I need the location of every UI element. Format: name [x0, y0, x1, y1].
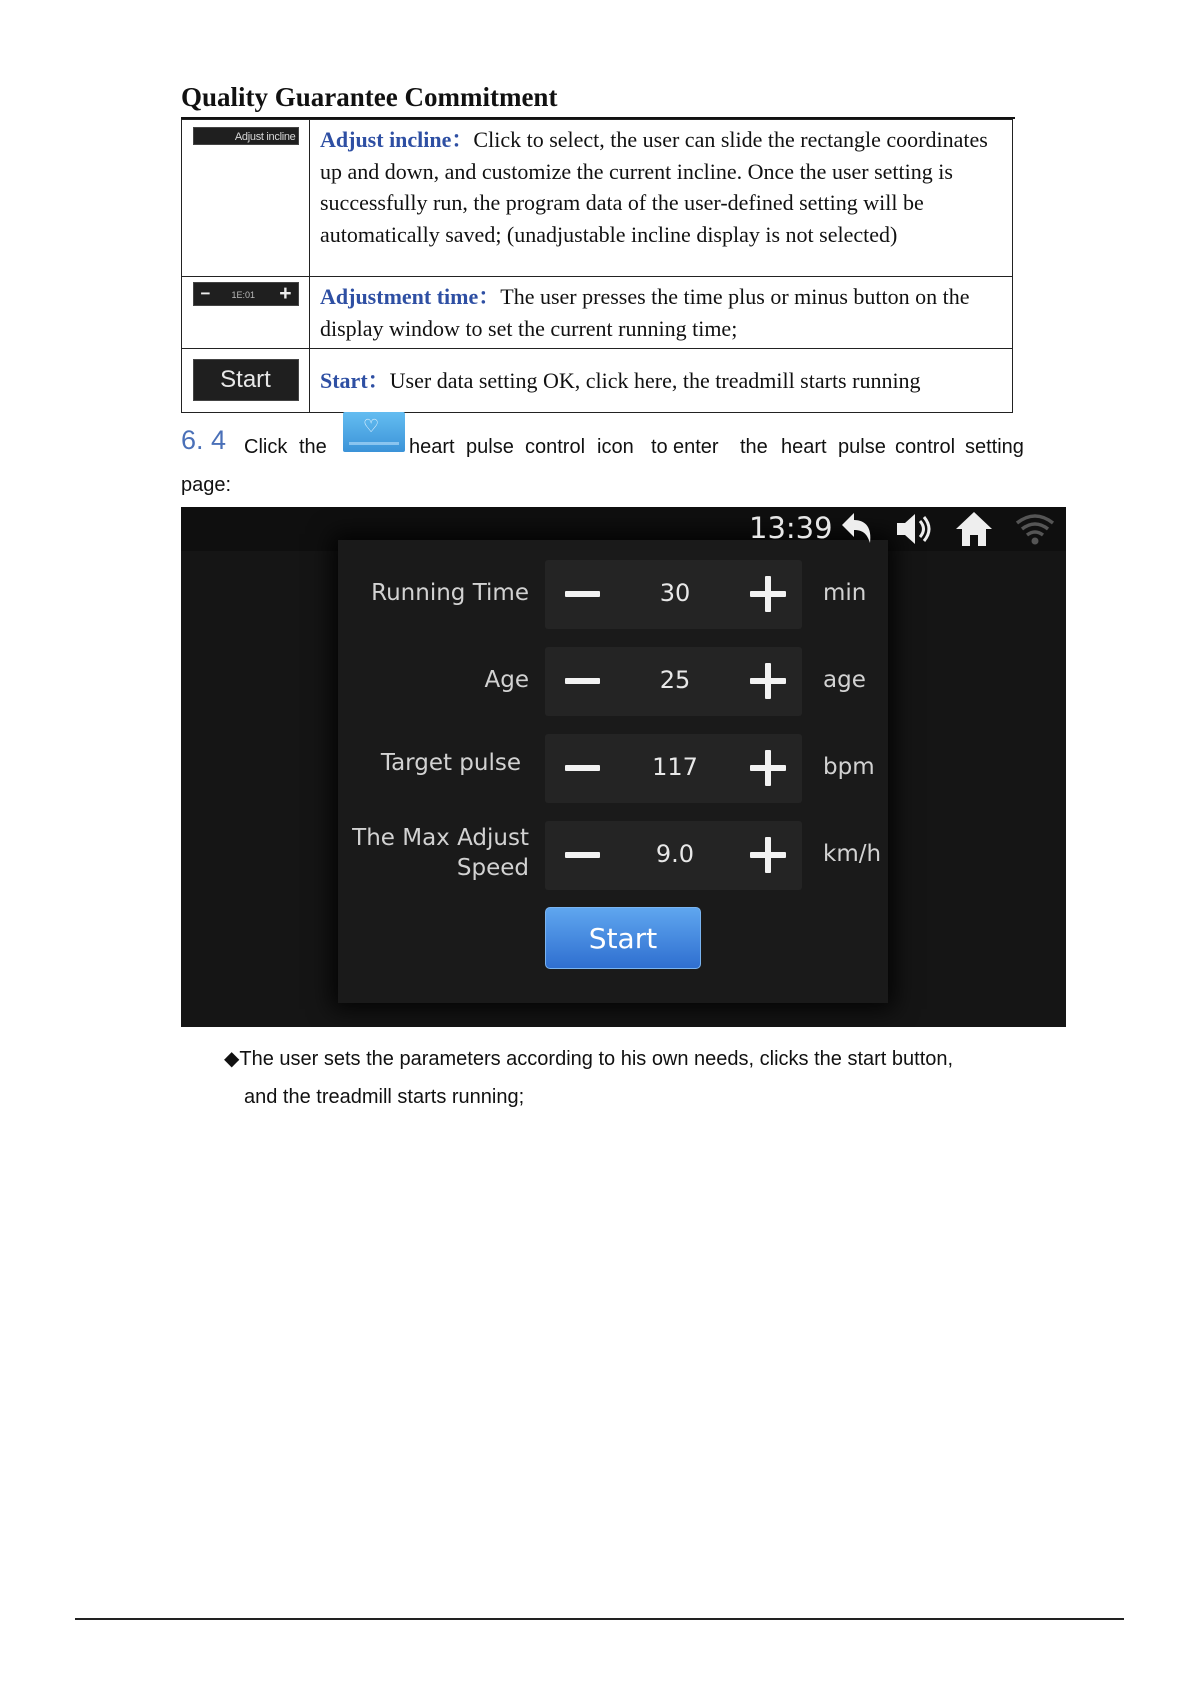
- icon-caption: [349, 442, 399, 445]
- note-text: The user sets the parameters according to his own needs, clicks the start button,: [239, 1048, 954, 1070]
- step-number: 6. 4: [181, 425, 227, 455]
- start-button-image: Start: [193, 359, 299, 401]
- time-value: 1E:01: [231, 290, 256, 300]
- heart-icon: ♡: [363, 416, 380, 436]
- plus-icon: +: [279, 282, 292, 305]
- age-unit: age: [823, 667, 866, 693]
- max-speed-stepper: [545, 821, 802, 890]
- start-button[interactable]: Start: [545, 907, 701, 969]
- step-word: enter: [673, 436, 719, 458]
- page-title: Quality Guarantee Commitment: [181, 82, 558, 112]
- step-line: [0, 436, 1190, 462]
- plus-button[interactable]: [750, 663, 786, 699]
- wifi-icon: [1013, 507, 1057, 562]
- adjustment-time-button-image: [193, 282, 299, 306]
- icon-cell: [182, 120, 310, 277]
- feature-text: Click to select, the user can slide the rectangle coordinates up and down, and customize the current incline. Once the user setting is successfully run, the program data of the user-defined setting will be automatically saved; (unadjustable incline display is not selected): [320, 127, 988, 247]
- feature-text: The user presses the time plus or minus button on the display window to set the current running time;: [320, 284, 970, 341]
- age-label: Age: [484, 667, 529, 693]
- target-pulse-stepper: [545, 734, 802, 803]
- max-speed-label-line1: The Max Adjust: [352, 825, 529, 851]
- step-word: control: [895, 436, 956, 458]
- back-icon[interactable]: [836, 507, 876, 562]
- max-speed-label-line2: Speed: [456, 855, 529, 881]
- max-speed-value: 9.0: [655, 840, 695, 868]
- step-word: heart: [409, 436, 455, 458]
- step-word: the: [299, 436, 327, 458]
- feature-text: User data setting OK, click here, the treadmill starts running: [389, 367, 921, 393]
- table-row: [182, 349, 1013, 413]
- step-word: icon: [597, 436, 634, 458]
- feature-description: [310, 120, 1013, 277]
- age-stepper: [545, 647, 802, 716]
- instruction-note: [224, 1040, 1024, 1116]
- step-word: the: [740, 436, 768, 458]
- minus-button[interactable]: [565, 591, 600, 597]
- minus-button[interactable]: [565, 765, 600, 771]
- max-speed-unit: km/h: [823, 841, 882, 867]
- plus-button[interactable]: [750, 750, 786, 786]
- icon-cell: [182, 277, 310, 349]
- step-word: heart: [781, 436, 827, 458]
- step-continuation: page:: [181, 474, 232, 496]
- minus-icon: −: [200, 284, 211, 303]
- step-word: pulse: [466, 436, 514, 458]
- heart-pulse-control-icon[interactable]: [343, 412, 405, 452]
- treadmill-screen: [181, 507, 1066, 1027]
- age-value: 25: [659, 666, 691, 694]
- clock: 13:39: [749, 511, 833, 545]
- feature-term: Start：: [320, 367, 390, 393]
- running-time-label: Running Time: [371, 580, 529, 606]
- minus-button[interactable]: [565, 852, 600, 858]
- note-line2: and the treadmill starts running;: [244, 1086, 525, 1108]
- bullet-icon: ◆: [224, 1048, 240, 1070]
- icon-cell: [182, 349, 310, 413]
- target-pulse-label: Target pulse: [380, 750, 521, 776]
- table-row: [182, 120, 1013, 277]
- minus-button[interactable]: [565, 678, 600, 684]
- running-time-unit: min: [823, 580, 867, 606]
- feature-table: [181, 119, 1013, 413]
- feature-term: Adjust incline：: [320, 127, 474, 152]
- target-pulse-unit: bpm: [823, 754, 875, 780]
- running-time-stepper: [545, 560, 802, 629]
- adjust-incline-button-image: Adjust incline: [193, 127, 299, 145]
- footer-rule: [75, 1618, 1124, 1620]
- plus-button[interactable]: [750, 837, 786, 873]
- feature-description: [310, 277, 1013, 349]
- table-row: [182, 277, 1013, 349]
- feature-description: [310, 349, 1013, 413]
- home-icon[interactable]: [952, 507, 996, 562]
- plus-button[interactable]: [750, 576, 786, 612]
- step-word: setting: [965, 436, 1024, 458]
- volume-icon[interactable]: [893, 507, 937, 562]
- step-word: Click: [244, 436, 288, 458]
- feature-term: Adjustment time：: [320, 284, 501, 309]
- target-pulse-value: 117: [652, 753, 698, 781]
- note-line1: [224, 1040, 1024, 1078]
- step-word: pulse: [838, 436, 886, 458]
- running-time-value: 30: [659, 579, 691, 607]
- step-word: control: [525, 436, 586, 458]
- step-word: to: [651, 436, 668, 458]
